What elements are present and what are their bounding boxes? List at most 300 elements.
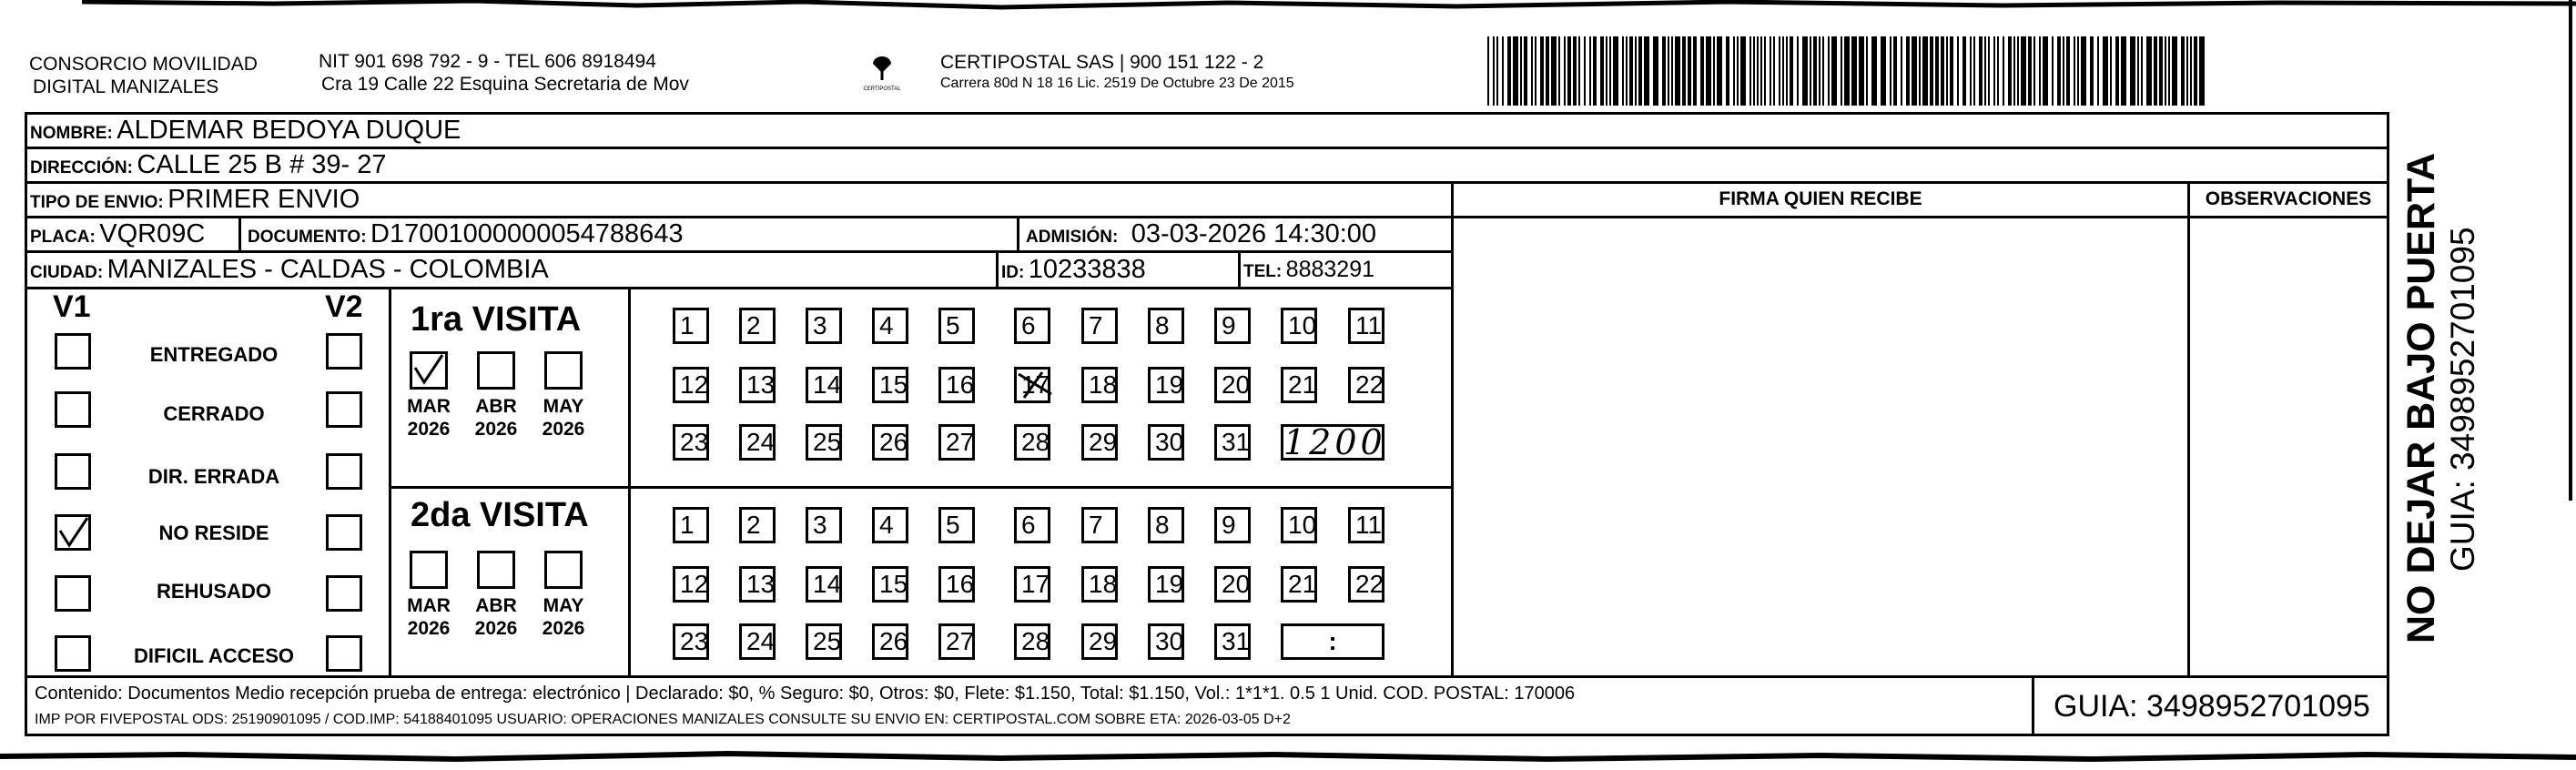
month-checkbox[interactable] (544, 351, 583, 390)
v2-checkbox[interactable] (326, 514, 362, 551)
barcode-bar (2110, 36, 2112, 106)
tipo-envio-row (30, 182, 360, 221)
documento-field (248, 217, 684, 256)
day-box[interactable]: 6 (1014, 308, 1050, 344)
barcode-bar (1988, 36, 1990, 106)
barcode-bar (1970, 36, 1972, 106)
barcode-bar (1851, 36, 1857, 106)
documento-label: DOCUMENTO: (248, 228, 367, 247)
barcode-bar (1890, 36, 1891, 106)
ciudad-row (30, 251, 549, 292)
placa-label: PLACA: (30, 228, 96, 247)
barcode-bar (1797, 36, 1799, 106)
status-label: NO RESIDE (158, 522, 269, 544)
bottom-scan-edge (0, 751, 2576, 770)
barcode-bar (1906, 36, 1910, 106)
tel-field (1243, 251, 1374, 291)
status-divider (389, 287, 391, 677)
barcode-bar (2190, 36, 2192, 106)
v2-header: V2 (325, 289, 363, 324)
barcode-bar (2057, 36, 2061, 106)
barcode-bar (1764, 36, 1766, 106)
barcode-bar (1957, 36, 1959, 106)
day-box[interactable]: 9 (1214, 507, 1251, 543)
barcode-bar (2137, 36, 2139, 106)
day-box[interactable]: 19 (1148, 566, 1184, 603)
status-label: ENTREGADO (149, 343, 279, 366)
day-box[interactable]: 28 (1014, 424, 1050, 461)
barcode-bar (2021, 36, 2026, 106)
barcode-bar (1822, 36, 1824, 106)
barcode-bar (2199, 36, 2205, 106)
day-box[interactable]: 4 (872, 507, 908, 543)
footer-guia-divider (2032, 675, 2034, 736)
tel-label: TEL: (1243, 262, 1283, 281)
day-box[interactable]: 5 (938, 308, 975, 344)
day-box[interactable]: 19 (1148, 367, 1184, 403)
barcode-bar (1770, 36, 1771, 106)
barcode-bar (1600, 36, 1604, 106)
day-box[interactable]: 22 (1348, 566, 1384, 603)
barcode-bar (1941, 36, 1944, 106)
right-scan-edge (2569, 0, 2572, 501)
month-label (469, 594, 523, 640)
barcode-bar (2121, 36, 2126, 106)
day-box[interactable]: 30 (1148, 623, 1184, 660)
barcode-bar (1844, 36, 1850, 106)
barcode-bar (2181, 36, 2185, 106)
tel-value: 8883291 (1285, 257, 1374, 282)
barcode-bar (2154, 36, 2157, 106)
day-box[interactable]: 11 (1348, 308, 1384, 344)
barcode-bar (1773, 36, 1775, 106)
barcode-bar (1609, 36, 1611, 106)
barcode-bar (1507, 36, 1511, 106)
barcode-bar (1871, 36, 1877, 106)
barcode-bar (2077, 36, 2079, 106)
barcode-bar (2081, 36, 2086, 106)
barcode-bar (1737, 36, 1739, 106)
day-box[interactable]: 7 (1081, 507, 1118, 543)
barcode-bar (2130, 36, 2135, 106)
barcode-bar (2008, 36, 2012, 106)
barcode-bar (1693, 36, 1697, 106)
month-year: 2026 (474, 419, 518, 440)
day-box[interactable]: 8 (1148, 507, 1184, 543)
month-name: MAY (543, 396, 584, 417)
barcode-bar (2063, 36, 2064, 106)
footer-line (25, 675, 2389, 678)
day-box[interactable]: 14 (806, 367, 842, 403)
second-visit-time[interactable] (1281, 623, 1384, 660)
barcode-bar (1790, 36, 1793, 106)
barcode-bar (1629, 36, 1633, 106)
barcode-bar (1740, 36, 1746, 106)
time-value: : (1328, 627, 1337, 655)
barcode-bar (1866, 36, 1868, 106)
day-box[interactable]: 9 (1214, 308, 1251, 344)
visit-divider (628, 287, 631, 677)
barcode-bar (1893, 36, 1897, 106)
day-box[interactable]: 25 (806, 623, 842, 660)
barcode-bar (1567, 36, 1571, 106)
certipostal-logo (859, 55, 905, 100)
v1-checkbox[interactable] (55, 575, 91, 612)
barcode-bar (1662, 36, 1666, 106)
placa-value: VQR09C (99, 219, 206, 248)
day-box[interactable]: 12 (673, 367, 709, 403)
month-checkbox[interactable] (410, 551, 448, 589)
month-checkbox[interactable] (544, 551, 583, 589)
barcode-bar (1682, 36, 1686, 106)
barcode-bar (2052, 36, 2054, 106)
barcode-bar (1502, 36, 1504, 106)
id-divider (1238, 250, 1241, 287)
day-box[interactable]: 7 (1081, 308, 1118, 344)
barcode-bar (1973, 36, 1975, 106)
firma-col-line (1451, 181, 1454, 677)
barcode-bar (1622, 36, 1624, 106)
barcode-bar (1984, 36, 1986, 106)
day-box[interactable]: 18 (1081, 566, 1118, 603)
day-box[interactable]: 30 (1148, 424, 1184, 461)
barcode-bar (2103, 36, 2108, 106)
day-box[interactable]: 21 (1281, 367, 1317, 403)
barcode-bar (1606, 36, 1607, 106)
first-visit-time[interactable] (1281, 424, 1384, 461)
day-box[interactable]: 29 (1081, 424, 1118, 461)
barcode-bar (2017, 36, 2019, 106)
month-checkbox[interactable] (410, 351, 448, 390)
day-box[interactable]: 11 (1348, 507, 1384, 543)
barcode-bar (1589, 36, 1591, 106)
barcode-bar (1831, 36, 1837, 106)
day-box[interactable]: 28 (1014, 623, 1050, 660)
courier-line-2: Carrera 80d N 18 16 Lic. 2519 De Octubre 23 De 2015 (940, 76, 1294, 91)
barcode-bar (1919, 36, 1921, 106)
ciudad-label: CIUDAD: (30, 263, 104, 282)
top-scan-edge (0, 0, 2576, 18)
day-box[interactable]: 23 (673, 623, 709, 660)
barcode-bar (1551, 36, 1557, 106)
barcode-bar (1859, 36, 1864, 106)
side-divider (2387, 112, 2389, 736)
day-box[interactable]: 15 (872, 367, 908, 403)
barcode-bar (1810, 36, 1811, 106)
v2-checkbox[interactable] (326, 391, 362, 428)
day-box[interactable]: 17 (1014, 566, 1050, 603)
barcode-bar (2172, 36, 2177, 106)
barcode-bar (1962, 36, 1966, 106)
day-box[interactable]: 12 (673, 566, 709, 603)
v1-checkbox[interactable] (55, 333, 91, 370)
barcode-bar (1493, 36, 1495, 106)
barcode-bar (1979, 36, 1983, 106)
barcode-bar (1668, 36, 1669, 106)
barcode-bar (2168, 36, 2170, 106)
ciudad-value: MANIZALES - CALDAS - COLOMBIA (106, 255, 549, 284)
day-box[interactable]: 25 (806, 424, 842, 461)
second-visit-title: 2da VISITA (411, 496, 589, 534)
month-checkbox[interactable] (477, 351, 515, 390)
address-line: Cra 19 Calle 22 Esquina Secretaria de Mov (321, 74, 689, 95)
barcode-bar (2066, 36, 2070, 106)
month-year: 2026 (542, 618, 585, 639)
barcode-bar (1626, 36, 1628, 106)
barcode-bar (1531, 36, 1533, 106)
barcode-bar (2115, 36, 2119, 106)
barcode-bar (1520, 36, 1522, 106)
id-label: ID: (1001, 263, 1025, 282)
barcode-bar (1638, 36, 1642, 106)
courier-info (940, 51, 1294, 94)
nombre-value: ALDEMAR BEDOYA DUQUE (117, 116, 461, 145)
barcode-bar (1593, 36, 1597, 106)
barcode-bar (1828, 36, 1830, 106)
barcode-bar (1757, 36, 1759, 106)
month-checkbox[interactable] (477, 551, 515, 589)
barcode-bar (2141, 36, 2143, 106)
barcode-bar (1901, 36, 1902, 106)
barcode-bar (2033, 36, 2035, 106)
barcode-bar (1717, 36, 1722, 106)
barcode-bar (1706, 36, 1711, 106)
month-name: MAR (407, 595, 451, 616)
side-guia: GUIA: 3498952701095 (2444, 227, 2481, 572)
barcode-bar (2097, 36, 2099, 106)
barcode-bar (2043, 36, 2048, 106)
first-visit-title: 1ra VISITA (411, 300, 582, 339)
id-field (1001, 251, 1146, 292)
barcode-bar (1733, 36, 1735, 106)
barcode-bar (2186, 36, 2188, 106)
day-box[interactable]: 17 (1014, 367, 1050, 403)
admision-field (1026, 217, 1376, 256)
nombre-row (30, 113, 461, 152)
day-box[interactable]: 27 (938, 623, 975, 660)
barcode-bar (1564, 36, 1566, 106)
month-year: 2026 (474, 618, 518, 639)
day-box[interactable]: 3 (806, 507, 842, 543)
barcode-bar (2013, 36, 2015, 106)
status-label: DIR. ERRADA (147, 465, 280, 488)
day-box[interactable]: 4 (872, 308, 908, 344)
admision-value: 03-03-2026 14:30:00 (1131, 219, 1377, 248)
barcode-bar (1935, 36, 1939, 106)
month-name: MAY (543, 595, 584, 616)
barcode-bar (1841, 36, 1842, 106)
barcode-bar (1713, 36, 1715, 106)
barcode (1487, 36, 2216, 106)
direccion-value: CALLE 25 B # 39- 27 (137, 150, 387, 179)
no-dejar-warning: NO DEJAR BAJO PUERTA (2399, 152, 2443, 643)
barcode-bar (1653, 36, 1658, 106)
obs-col-line (2187, 181, 2190, 677)
barcode-bar (1578, 36, 1580, 106)
footer-contenido: Contenido: Documentos Medio recepción prueba de entrega: electrónico | Declarado: $0, % Seguro: $0, Otros: $0, Flete: $1.150, Total: $1.150, Vol.: 1*1*1. 0.5 1 Unid. COD. POSTAL: 170006 (35, 684, 1576, 704)
firma-header: FIRMA QUIEN RECIBE (1719, 188, 1922, 209)
day-box[interactable]: 10 (1281, 308, 1317, 344)
company-line-2: DIGITAL MANIZALES (33, 76, 219, 97)
month-label (401, 395, 456, 441)
day-box[interactable]: 21 (1281, 566, 1317, 603)
day-box[interactable]: 2 (739, 308, 776, 344)
v1-checkbox[interactable] (55, 453, 91, 490)
day-box[interactable]: 20 (1214, 566, 1251, 603)
barcode-bar (1760, 36, 1762, 106)
nit-line: NIT 901 698 792 - 9 - TEL 606 8918494 (319, 51, 656, 72)
barcode-bar (1524, 36, 1527, 106)
barcode-bar (1535, 36, 1536, 106)
company-line-1: CONSORCIO MOVILIDAD (29, 54, 258, 75)
documento-divider (1017, 216, 1019, 250)
barcode-bar (2194, 36, 2197, 106)
v2-checkbox[interactable] (326, 575, 362, 612)
day-box[interactable]: 16 (938, 367, 975, 403)
barcode-bar (1782, 36, 1784, 106)
v2-checkbox[interactable] (326, 333, 362, 370)
day-box[interactable]: 22 (1348, 367, 1384, 403)
barcode-bar (1688, 36, 1691, 106)
day-box[interactable]: 14 (806, 566, 842, 603)
v2-checkbox[interactable] (326, 453, 362, 490)
company-contact (319, 50, 689, 96)
barcode-bar (2090, 36, 2094, 106)
day-box[interactable]: 16 (938, 566, 975, 603)
v2-checkbox[interactable] (326, 635, 362, 672)
day-box[interactable]: 26 (872, 424, 908, 461)
month-label (469, 395, 523, 441)
month-name: MAR (407, 396, 451, 417)
barcode-bar (1819, 36, 1820, 106)
id-value: 10233838 (1028, 255, 1146, 284)
observaciones-header: OBSERVACIONES (2205, 188, 2372, 209)
month-year: 2026 (542, 419, 585, 440)
day-box[interactable]: 31 (1214, 623, 1251, 660)
day-box[interactable]: 31 (1214, 424, 1251, 461)
ciudad-divider (996, 250, 999, 287)
direccion-row (30, 147, 386, 187)
day-box[interactable]: 2 (739, 507, 776, 543)
day-box[interactable]: 18 (1081, 367, 1118, 403)
barcode-bar (2074, 36, 2075, 106)
status-label: CERRADO (163, 402, 265, 425)
footer-imp: IMP POR FIVEPOSTAL ODS: 25190901095 / COD.IMP: 54188401095 USUARIO: OPERACIONES MANIZALES CONSULTE SU ENVIO EN: CERTIPOSTAL.COM SOBRE ETA: 2026-03-05 D+2 (35, 712, 1291, 727)
day-box[interactable]: 26 (872, 623, 908, 660)
barcode-bar (1950, 36, 1953, 106)
barcode-bar (1726, 36, 1729, 106)
placa-row (30, 217, 205, 256)
barcode-bar (2028, 36, 2032, 106)
barcode-bar (2146, 36, 2152, 106)
barcode-bar (1881, 36, 1886, 106)
barcode-bar (1487, 36, 1489, 106)
barcode-bar (1540, 36, 1544, 106)
month-label (401, 594, 456, 640)
month-year: 2026 (407, 618, 451, 639)
barcode-bar (1496, 36, 1498, 106)
barcode-bar (2003, 36, 2004, 106)
barcode-bar (1993, 36, 1995, 106)
barcode-bar (1546, 36, 1549, 106)
day-box[interactable]: 15 (872, 566, 908, 603)
day-box[interactable]: 6 (1014, 507, 1050, 543)
status-label: DIFICIL ACCESO (133, 644, 294, 667)
barcode-bar (1779, 36, 1780, 106)
courier-line-1: CERTIPOSTAL SAS | 900 151 122 - 2 (940, 52, 1264, 73)
placa-divider (238, 216, 241, 250)
tipo-envio-value: PRIMER ENVIO (167, 185, 360, 214)
barcode-bar (1802, 36, 1808, 106)
logo-text: CERTIPOSTAL (863, 86, 901, 92)
day-box[interactable]: 29 (1081, 623, 1118, 660)
direccion-label: DIRECCIÓN: (30, 158, 133, 177)
barcode-bar (1930, 36, 1933, 106)
logo-icon (859, 55, 905, 82)
status-label: REHUSADO (157, 580, 271, 603)
day-box[interactable]: 8 (1148, 308, 1184, 344)
month-label (536, 395, 591, 441)
barcode-bar (2039, 36, 2041, 106)
barcode-bar (1749, 36, 1751, 106)
footer-guia: GUIA: 3498952701095 (2054, 689, 2370, 724)
month-name: ABR (475, 396, 517, 417)
visit-separator (389, 486, 1452, 489)
day-box[interactable]: 10 (1281, 507, 1317, 543)
day-box[interactable]: 5 (938, 507, 975, 543)
barcode-bar (2165, 36, 2166, 106)
nombre-label: NOMBRE: (30, 124, 113, 143)
barcode-bar (1912, 36, 1917, 106)
barcode-bar (1644, 36, 1649, 106)
day-box[interactable]: 1 (673, 507, 709, 543)
v1-header: V1 (53, 289, 91, 324)
day-box[interactable]: 27 (938, 424, 975, 461)
barcode-bar (1584, 36, 1586, 106)
day-box[interactable]: 24 (739, 623, 776, 660)
day-box[interactable]: 13 (739, 566, 776, 603)
barcode-bar (1613, 36, 1618, 106)
barcode-bar (1700, 36, 1704, 106)
barcode-bar (1573, 36, 1577, 106)
v1-checkbox[interactable] (55, 514, 91, 551)
day-box[interactable]: 1 (673, 308, 709, 344)
time-value: 1200 (1283, 422, 1386, 462)
day-box[interactable]: 13 (739, 367, 776, 403)
month-label (536, 594, 591, 640)
day-box[interactable]: 20 (1214, 367, 1251, 403)
v1-checkbox[interactable] (55, 635, 91, 672)
day-box[interactable]: 24 (739, 424, 776, 461)
day-box[interactable]: 3 (806, 308, 842, 344)
month-name: ABR (475, 595, 517, 616)
barcode-bar (1997, 36, 1999, 106)
v1-checkbox[interactable] (55, 391, 91, 428)
month-year: 2026 (407, 419, 451, 440)
documento-value: D17001000000054788643 (370, 219, 684, 248)
admision-label: ADMISIÓN: (1026, 228, 1119, 247)
barcode-bar (1558, 36, 1560, 106)
tipo-envio-label: TIPO DE ENVIO: (30, 193, 164, 212)
day-box[interactable]: 23 (673, 424, 709, 461)
barcode-bar (2159, 36, 2163, 106)
barcode-bar (1922, 36, 1928, 106)
company-name (29, 53, 258, 98)
barcode-bar (1786, 36, 1788, 106)
barcode-bar (1671, 36, 1673, 106)
barcode-bar (1635, 36, 1637, 106)
barcode-bar (1513, 36, 1518, 106)
